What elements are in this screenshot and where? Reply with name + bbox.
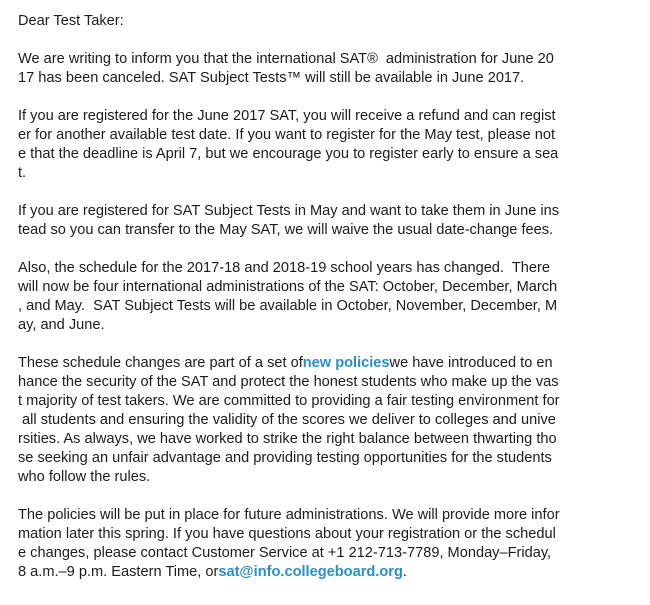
- text-line: will now be four international administrations of the SAT: October, December, March: [18, 279, 558, 295]
- paragraph-policies: [18, 354, 643, 487]
- text-line: 17 has been canceled. SAT Subject Tests™ will still be available in June 2017.: [18, 70, 525, 86]
- text-segment: .: [402, 564, 407, 580]
- text-line: mation later this spring. If you have questions about your registration or the schedul: [18, 526, 556, 542]
- paragraph-gap: [18, 335, 643, 354]
- text-line: We are writing to inform you that the international SAT® administration for June 20: [18, 51, 554, 67]
- text-line: The policies will be put in place for future administrations. We will provide more infor: [18, 507, 560, 523]
- text-line: who follow the rules.: [18, 469, 151, 485]
- paragraph-schedule: [18, 259, 643, 335]
- text-segment: These schedule changes are part of a set of: [18, 355, 303, 371]
- text-line: If you are registered for the June 2017 SAT, you will receive a refund and can regist: [18, 108, 556, 124]
- paragraph-gap: [18, 31, 643, 50]
- paragraph-subject-tests: [18, 202, 643, 240]
- text-line: hance the security of the SAT and protect the honest students who make up the vas: [18, 374, 559, 390]
- paragraph-gap: [18, 88, 643, 107]
- text-line: all students and ensuring the validity of the scores we deliver to colleges and unive: [18, 412, 556, 428]
- text-line: t majority of test takers. We are committed to providing a fair testing environment for: [18, 393, 560, 409]
- text-line: e that the deadline is April 7, but we encourage you to register early to ensure a sea: [18, 146, 559, 162]
- salutation: Dear Test Taker:: [18, 13, 124, 29]
- text-line: se seeking an unfair advantage and providing testing opportunities for the students: [18, 450, 552, 466]
- paragraph-gap: [18, 240, 643, 259]
- paragraph-contact: [18, 506, 643, 582]
- text-line: rsities. As always, we have worked to strike the right balance between thwarting tho: [18, 431, 557, 447]
- text-line: [18, 354, 643, 373]
- text-line: tead so you can transfer to the May SAT, we will waive the usual date-change fees.: [18, 222, 554, 238]
- text-line: If you are registered for SAT Subject Tests in May and want to take them in June ins: [18, 203, 560, 219]
- email-link[interactable]: sat@info.collegeboard.org: [218, 564, 403, 580]
- text-line: ay, and June.: [18, 317, 105, 333]
- paragraph-cancellation: [18, 50, 643, 88]
- text-segment: we have introduced to en: [389, 355, 553, 371]
- paragraph-gap: [18, 183, 643, 202]
- text-line: [18, 563, 643, 582]
- paragraph-refund: [18, 107, 643, 183]
- letter-body: [18, 12, 643, 582]
- new-policies-link[interactable]: new policies: [302, 355, 390, 371]
- text-segment: 8 a.m.–9 p.m. Eastern Time, or: [18, 564, 219, 580]
- text-line: Also, the schedule for the 2017-18 and 2018-19 school years has changed. There: [18, 260, 550, 276]
- text-line: er for another available test date. If you want to register for the May test, please not: [18, 127, 556, 143]
- text-line: t.: [18, 165, 27, 181]
- text-line: , and May. SAT Subject Tests will be available in October, November, December, M: [18, 298, 558, 314]
- text-line: e changes, please contact Customer Service at +1 212-713-7789, Monday–Friday,: [18, 545, 552, 561]
- paragraph-gap: [18, 487, 643, 506]
